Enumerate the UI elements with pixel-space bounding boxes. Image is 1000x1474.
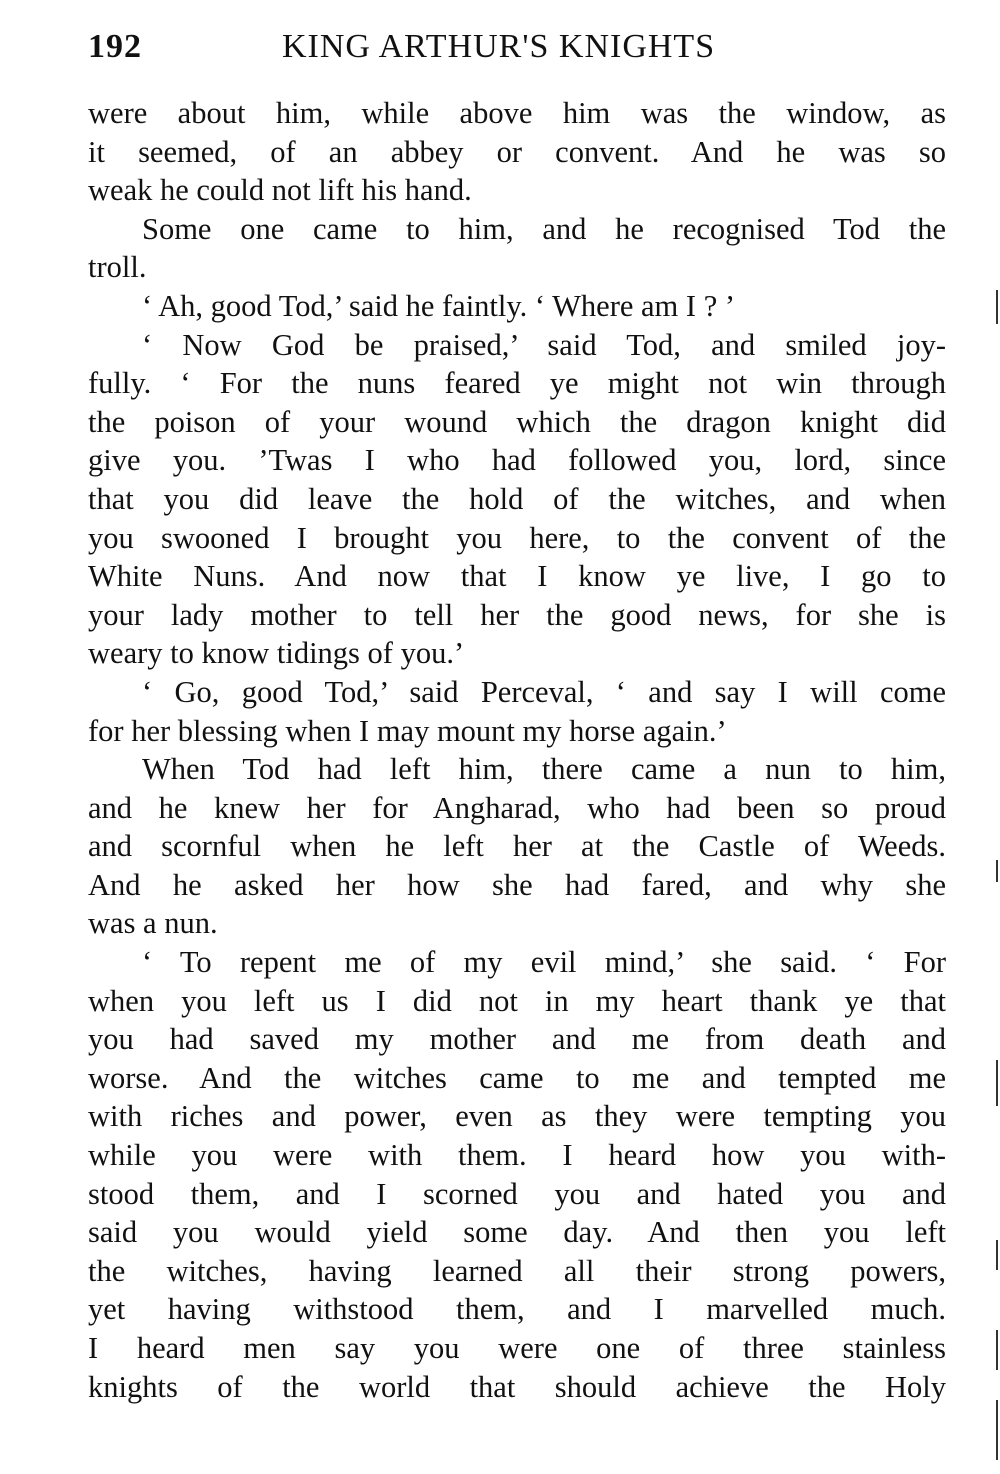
scan-mark: [996, 1400, 998, 1460]
text-line: worse. And the witches came to me and tempted me: [88, 1060, 946, 1095]
text-line: And he asked her how she had fared, and why she: [88, 867, 946, 902]
body-text: [88, 94, 946, 1406]
text-line: White Nuns. And now that I know ye live, I go to: [88, 559, 946, 594]
scan-mark: [996, 1240, 998, 1270]
text-line: you swooned I brought you here, to the convent of the: [88, 520, 946, 555]
text-line: while you were with them. I heard how you with-: [88, 1138, 946, 1173]
text-line: it seemed, of an abbey or convent. And he was so: [88, 134, 946, 169]
text-line: yet having withstood them, and I marvelled much.: [88, 1292, 946, 1327]
text-line: ‘ Now God be praised,’ said Tod, and smiled joy-: [142, 327, 946, 362]
text-line: I heard men say you were one of three stainless: [88, 1331, 946, 1365]
text-line: your lady mother to tell her the good news, for she is: [88, 597, 946, 632]
text-line: and he knew her for Angharad, who had been so proud: [88, 790, 946, 825]
text-line: ‘ Go, good Tod,’ said Perceval, ‘ and say I will come: [142, 674, 946, 709]
text-line: ‘ Ah, good Tod,’ said he faintly. ‘ Where am I ? ’: [142, 288, 736, 323]
text-line: Some one came to him, and he recognised Tod the: [142, 211, 946, 246]
text-line: for her blessing when I may mount my horse again.’: [88, 713, 727, 748]
text-line: ‘ To repent me of my evil mind,’ she said. ‘ For: [142, 945, 946, 980]
text-line: knights of the world that should achieve the Holy: [88, 1369, 946, 1404]
page-number: 192: [88, 28, 142, 65]
text-line: when you left us I did not in my heart thank ye that: [88, 983, 946, 1018]
text-line: troll.: [88, 250, 147, 285]
text-line: and scornful when he left her at the Castle of Weeds.: [88, 829, 946, 864]
text-line: the poison of your wound which the dragon knight did: [88, 404, 946, 439]
text-line: When Tod had left him, there came a nun to him,: [142, 752, 946, 787]
text-line: with riches and power, even as they were tempting you: [88, 1099, 946, 1134]
scan-mark: [996, 290, 998, 324]
text-line: said you would yield some day. And then you left: [88, 1215, 946, 1250]
text-line: give you. ’Twas I who had followed you, lord, since: [88, 443, 946, 478]
text-line: were about him, while above him was the window, as: [88, 96, 946, 130]
running-head: KING ARTHUR'S KNIGHTS: [282, 28, 716, 65]
text-line: the witches, having learned all their strong powers,: [88, 1253, 946, 1288]
text-line: weary to know tidings of you.’: [88, 636, 465, 671]
scan-mark: [996, 860, 998, 882]
text-line: weak he could not lift his hand.: [88, 173, 472, 208]
scan-mark: [996, 1060, 998, 1106]
scan-mark: [996, 1330, 998, 1370]
text-line: was a nun.: [88, 906, 218, 941]
text-line: fully. ‘ For the nuns feared ye might not win through: [88, 366, 946, 401]
text-line: stood them, and I scorned you and hated you and: [88, 1176, 946, 1211]
text-line: that you did leave the hold of the witches, and when: [88, 481, 946, 516]
page-header: [88, 28, 948, 76]
text-line: you had saved my mother and me from death and: [88, 1022, 946, 1057]
